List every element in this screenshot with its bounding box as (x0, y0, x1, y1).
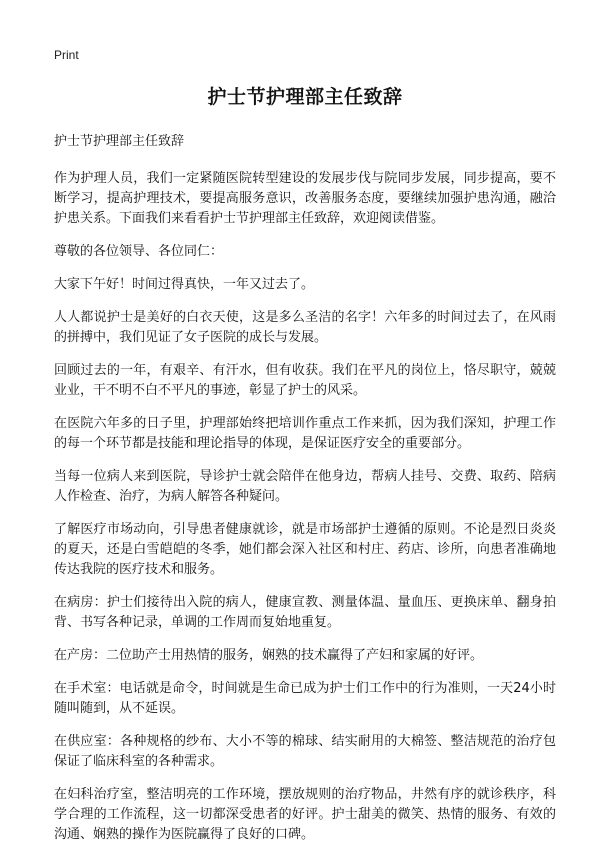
paragraph: 在妇科治疗室，整洁明亮的工作环境，摆放规则的治疗物品，井然有序的就诊秩序，科学合理的工作流程，这一切都深受患者的好评。护士甜美的微笑、热情的服务、有效的沟通、娴熟的操作为医院赢得了良好的口碑。 (54, 787, 556, 842)
article-body (54, 169, 556, 845)
paragraph-salutation: 尊敬的各位领导、各位同仁： (54, 244, 224, 259)
paragraph: 在医院六年多的日子里，护理部始终把培训作重点工作来抓，因为我们深知，护理工作的每一个环节都是技能和理论指导的体现，是保证医疗安全的重要部分。 (54, 416, 556, 451)
paragraph-intro: 作为护理人员，我们一定紧随医院转型建设的发展步伐与院同步发展，同步提高，要不断学习，提高护理技术，要提高服务意识，改善服务态度，要继续加强护患沟通，融洽护患关系。下面我们来看看护士节护理部主任致辞，欢迎阅读借鉴。 (54, 171, 556, 226)
paragraph: 人人都说护士是美好的白衣天使，这是多么圣洁的名字！六年多的时间过去了，在风雨的拼搏中，我们见证了女子医院的成长与发展。 (54, 310, 556, 345)
page-title: 护士节护理部主任致辞 (207, 86, 403, 108)
paragraph: 在手术室：电话就是命令，时间就是生命已成为护士们工作中的行为准则，一天24小时随叫随到，从不延误。 (54, 681, 556, 716)
paragraph: 在病房：护士们接待出入院的病人，健康宣教、测量体温、量血压、更换床单、翻身拍背、书写各种记录，单调的工作周而复始地重复。 (54, 595, 556, 630)
paragraph: 回顾过去的一年，有艰辛、有汗水，但有收获。我们在平凡的岗位上，恪尽职守，兢兢业业，干不明不白不平凡的事迹，彰显了护士的风采。 (54, 363, 556, 398)
print-link[interactable]: Print (54, 48, 79, 62)
paragraph: 在供应室：各种规格的纱布、大小不等的棉球、结实耐用的大棉签、整洁规范的治疗包保证了临床科室的各种需求。 (54, 734, 556, 769)
paragraph: 了解医疗市场动向，引导患者健康就诊，就是市场部护士遵循的原则。不论是烈日炎炎的夏天，还是白雪皑皑的冬季，她们都会深入社区和村庄、药店、诊所，向患者准确地传达我院的医疗技术和服务。 (54, 522, 556, 577)
paragraph: 在产房：二位助产士用热情的服务，娴熟的技术赢得了产妇和家属的好评。 (54, 648, 484, 663)
paragraph: 当每一位病人来到医院，导诊护士就会陪伴在他身边，帮病人挂号、交费、取药、陪病人作检查、治疗，为病人解答各种疑问。 (54, 469, 556, 504)
document-subtitle: 护士节护理部主任致辞 (54, 134, 185, 149)
paragraph-greeting: 大家下午好！时间过得真快，一年又过去了。 (54, 277, 315, 292)
